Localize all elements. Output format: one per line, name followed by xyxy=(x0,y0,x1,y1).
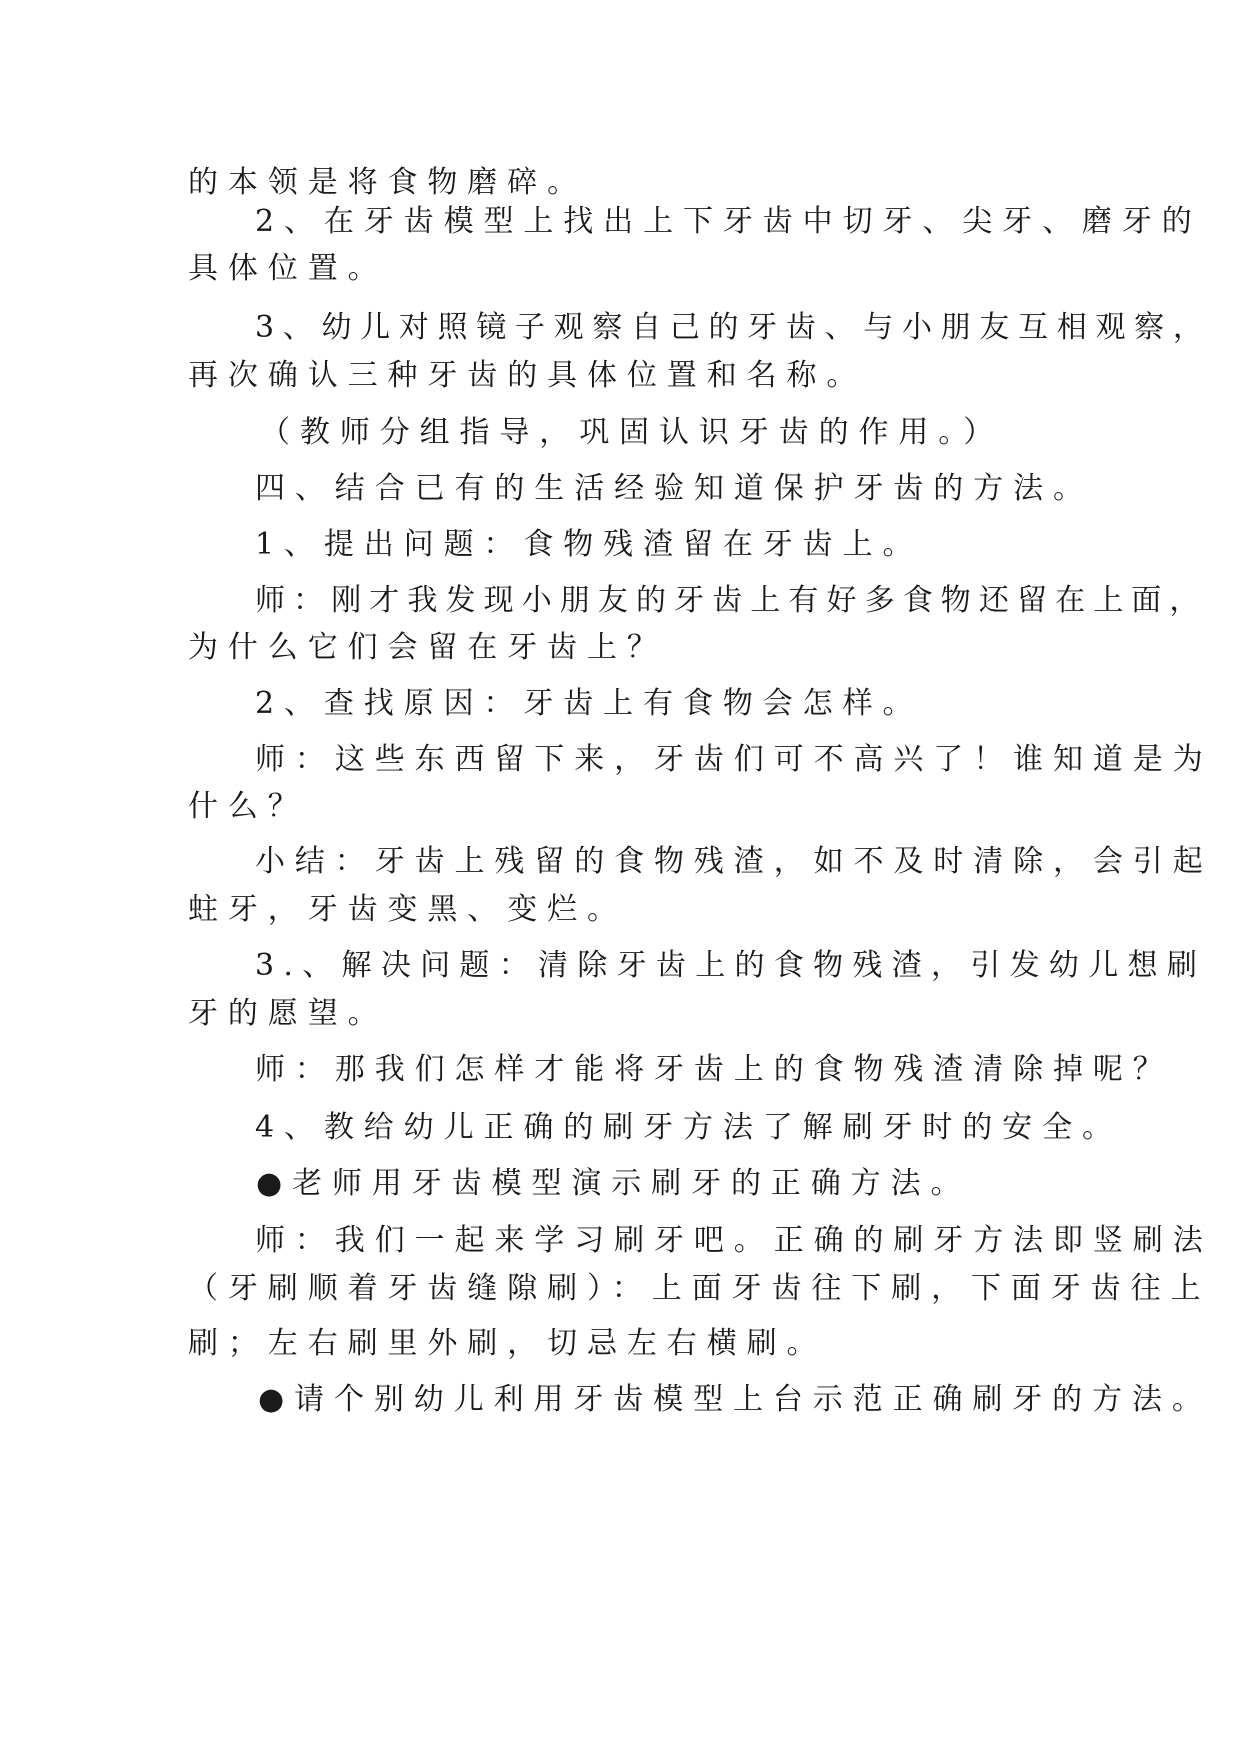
text-line-15: 蛀牙，牙齿变黑、变烂。 xyxy=(188,892,627,927)
text-line-4: 3、幼儿对照镜子观察自己的牙齿、与小朋友互相观察， xyxy=(255,310,1212,345)
text-line-11: 2、查找原因：牙齿上有食物会怎样。 xyxy=(255,686,923,721)
text-line-16: 3.、解决问题：清除牙齿上的食物残渣，引发幼儿想刷 xyxy=(255,948,1207,983)
text-line-23: 刷；左右刷里外刷，切忌左右横刷。 xyxy=(188,1326,827,1361)
text-line-24: ●请个别幼儿利用牙齿模型上台示范正确刷牙的方法。 xyxy=(258,1382,1212,1417)
text-line-7: 四、结合已有的生活经验知道保护牙齿的方法。 xyxy=(255,471,1093,506)
text-line-22: （牙刷顺着牙齿缝隙刷）：上面牙齿往下刷，下面牙齿往上 xyxy=(188,1271,1211,1306)
text-line-10: 为什么它们会留在牙齿上？ xyxy=(188,630,667,665)
text-line-17: 牙的愿望。 xyxy=(188,996,388,1031)
text-line-12: 师：这些东西留下来，牙齿们可不高兴了！谁知道是为 xyxy=(255,742,1213,777)
text-line-9: 师：刚才我发现小朋友的牙齿上有好多食物还留在上面， xyxy=(255,583,1208,618)
text-line-2: 2、在牙齿模型上找出上下牙齿中切牙、尖牙、磨牙的 xyxy=(255,204,1202,239)
text-line-8: 1、提出问题：食物残渣留在牙齿上。 xyxy=(255,527,923,562)
text-line-13: 什么？ xyxy=(188,789,308,824)
text-line-6: （教师分组指导，巩固认识牙齿的作用。） xyxy=(260,415,1004,450)
text-line-14: 小结：牙齿上残留的食物残渣，如不及时清除，会引起 xyxy=(255,844,1213,879)
text-line-3: 具体位置。 xyxy=(188,251,388,286)
text-line-20: ●老师用牙齿模型演示刷牙的正确方法。 xyxy=(256,1166,971,1201)
text-line-18: 师：那我们怎样才能将牙齿上的食物残渣清除掉呢？ xyxy=(255,1052,1173,1087)
text-line-21: 师：我们一起来学习刷牙吧。正确的刷牙方法即竖刷法 xyxy=(255,1223,1213,1258)
text-line-1: 的本领是将食物磨碎。 xyxy=(188,165,587,200)
text-line-5: 再次确认三种牙齿的具体位置和名称。 xyxy=(188,358,867,393)
text-line-19: 4、教给幼儿正确的刷牙方法了解刷牙时的安全。 xyxy=(255,1110,1122,1145)
